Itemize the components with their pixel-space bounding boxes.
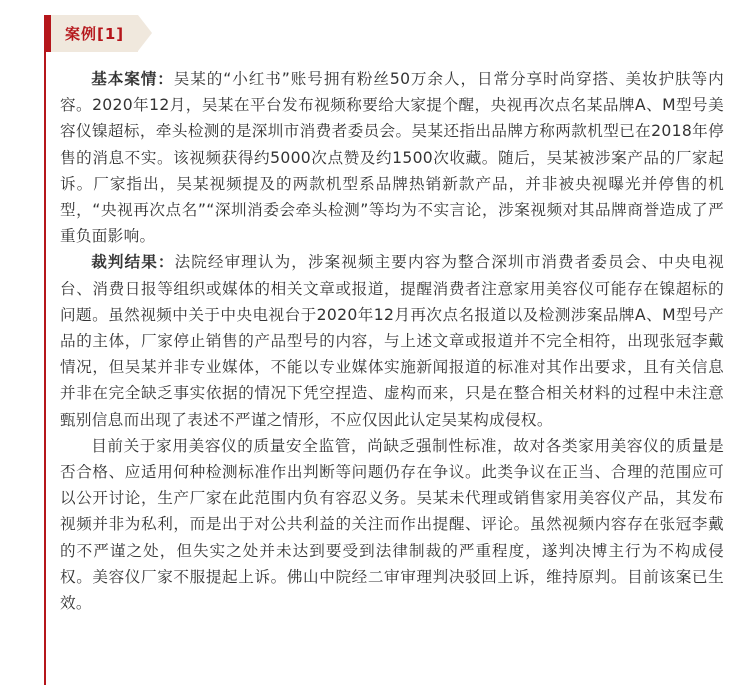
judgment-result-text: 法院经审理认为，涉案视频主要内容为整合深圳市消费者委员会、中央电视台、消费日报等组织或媒体的相关文章或报道，提醒消费者注意家用美容仪可能存在镍超标的问题。虽然视频中关于中央电视台于2020年12月再次点名报道以及检测涉案品牌A、M型号产品的主体，厂家停止销售的产品型号的内容，与上述文章或报道并不完全相符，出现张冠李戴情况，但吴某并非专业媒体，不能以专业媒体实施新闻报道的标准对其作出要求，且有关信息并非在完全缺乏事实依据的情况下凭空捏造、虚构而来，只是在整合相关材料的过程中未注意甄别信息而出现了表述不严谨之情形，不应仅因此认定吴某构成侵权。: [60, 253, 724, 429]
basic-facts-heading: 基本案情：: [91, 70, 174, 88]
case-tag-accent-bar: [44, 15, 51, 52]
case-tag-label: 案例[1]: [51, 15, 138, 52]
case-tag: [44, 15, 152, 52]
left-accent-line: [44, 52, 46, 685]
case-tag-arrow: [138, 15, 152, 51]
judgment-result-heading: 裁判结果：: [91, 253, 175, 272]
basic-facts-text: 吴某的“小红书”账号拥有粉丝50万余人，日常分享时尚穿搭、美妆护肤等内容。2020年12月，吴某在平台发布视频称要给大家提个醒，央视再次点名某品牌A、M型号美容仪镍超标，牵头检测的是深圳市消费者委员会。吴某还指出品牌方称两款机型已在2018年停售的消息不实。该视频获得约5000次点赞及约1500次收藏。随后，吴某被涉案产品的厂家起诉。厂家指出，吴某视频提及的两款机型系品牌热销新款产品，并非被央视曝光并停售的机型，“央视再次点名”“深圳消委会牵头检测”等均为不实言论，涉案视频对其品牌商誉造成了严重负面影响。: [60, 70, 724, 246]
case-content: [60, 66, 724, 616]
paragraph-regulation: [60, 433, 724, 616]
regulation-text: 目前关于家用美容仪的质量安全监管，尚缺乏强制性标准，故对各类家用美容仪的质量是否合格、应适用何种检测标准作出判断等问题仍存在争议。此类争议在正当、合理的范围应可以公开讨论，生产厂家在此范围内负有容忍义务。吴某未代理或销售家用美容仪产品，其发布视频并非为私利，而是出于对公共利益的关注而作出提醒、评论。虽然视频内容存在张冠李戴的不严谨之处，但失实之处并未达到要受到法律制裁的严重程度，遂判决博主行为不构成侵权。美容仪厂家不服提起上诉。佛山中院经二审审理判决驳回上诉，维持原判。目前该案已生效。: [60, 436, 724, 613]
paragraph-judgment-result: [60, 249, 724, 432]
paragraph-basic-facts: [60, 66, 724, 249]
